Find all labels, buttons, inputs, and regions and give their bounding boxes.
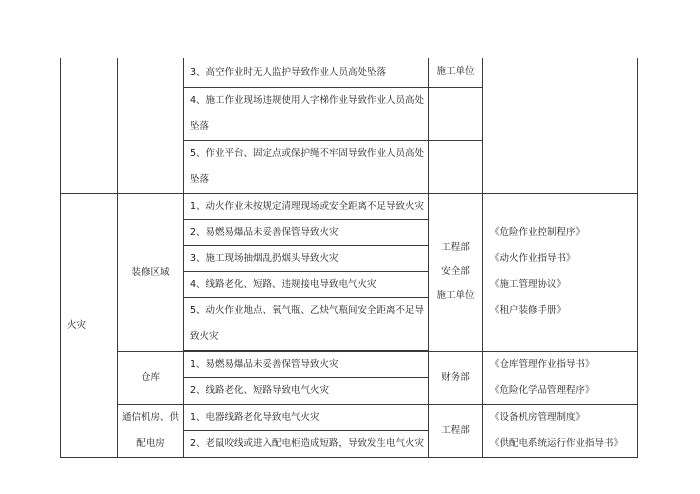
area-warehouse: 仓库: [118, 351, 184, 404]
category-cell-empty: [61, 58, 118, 193]
risk-item: 1、易燃易爆品未妥善保管导致火灾: [184, 351, 429, 378]
risk-item: 2、线路老化、短路导致电气火灾: [184, 378, 429, 405]
table-row: [61, 58, 638, 87]
doc-name: 《施工管理协议》: [490, 279, 567, 290]
doc-name: 《动火作业指导书》: [490, 253, 576, 264]
dept-cell: 施工单位: [429, 58, 483, 87]
table-row: [61, 193, 638, 219]
risk-item: 3、高空作业时无人监护导致作业人员高处坠落: [184, 58, 429, 87]
doc-name: 《设备机房管理制度》: [490, 411, 586, 423]
risk-item: 4、线路老化、短路、违规接电导致电气火灾: [184, 271, 429, 297]
doc-name: 《危险化学品管理程序》: [490, 384, 595, 396]
doc-name: 《危险作业控制程序》: [490, 227, 586, 238]
area-cell-empty: [118, 58, 184, 193]
risk-item: 1、动火作业未按规定清理现场或安全距离不足导致火灾: [184, 193, 429, 219]
docs-cell: [483, 351, 638, 404]
area-decoration: 装修区域: [118, 193, 184, 351]
risk-item: 4、施工作业现场违规使用人字梯作业导致作业人员高处坠落: [184, 87, 429, 140]
dept-name: 安全部: [441, 266, 470, 277]
risk-item: 3、施工现场抽烟乱扔烟头导致火灾: [184, 245, 429, 271]
docs-cell: [483, 193, 638, 351]
doc-name: 《供配电系统运行作业指导书》: [490, 437, 624, 449]
docs-cell: [483, 404, 638, 457]
table-row: [61, 404, 638, 431]
category-fire: 火灾: [61, 193, 118, 457]
risk-item: 1、电器线路老化导致电气火灾: [184, 404, 429, 431]
area-line: 通信机房、供: [121, 411, 179, 423]
risk-item: 2、易燃易爆品未妥善保管导致火灾: [184, 219, 429, 245]
dept-name: 施工单位: [436, 290, 475, 301]
dept-cell-empty: [429, 140, 483, 193]
risk-item: 2、老鼠咬线或进入配电柜造成短路，导致发生电气火灾: [184, 431, 429, 458]
dept-cell: [429, 193, 483, 351]
docs-cell-empty: [483, 58, 638, 193]
dept-name: 工程部: [441, 242, 470, 253]
dept-cell: 工程部: [429, 404, 483, 457]
doc-name: 《租户装修手册》: [490, 305, 567, 316]
risk-item: 5、动火作业地点、氧气瓶、乙炔气瓶间安全距离不足导致火灾: [184, 297, 429, 350]
risk-table: [60, 58, 638, 458]
area-machine-room: [118, 404, 184, 457]
doc-name: 《仓库管理作业指导书》: [490, 358, 595, 370]
risk-item: 5、作业平台、固定点或保护绳不牢固导致作业人员高处坠落: [184, 140, 429, 193]
area-line: 配电房: [136, 437, 165, 449]
table-row: [61, 351, 638, 378]
dept-cell: 财务部: [429, 351, 483, 404]
dept-cell-empty: [429, 87, 483, 140]
